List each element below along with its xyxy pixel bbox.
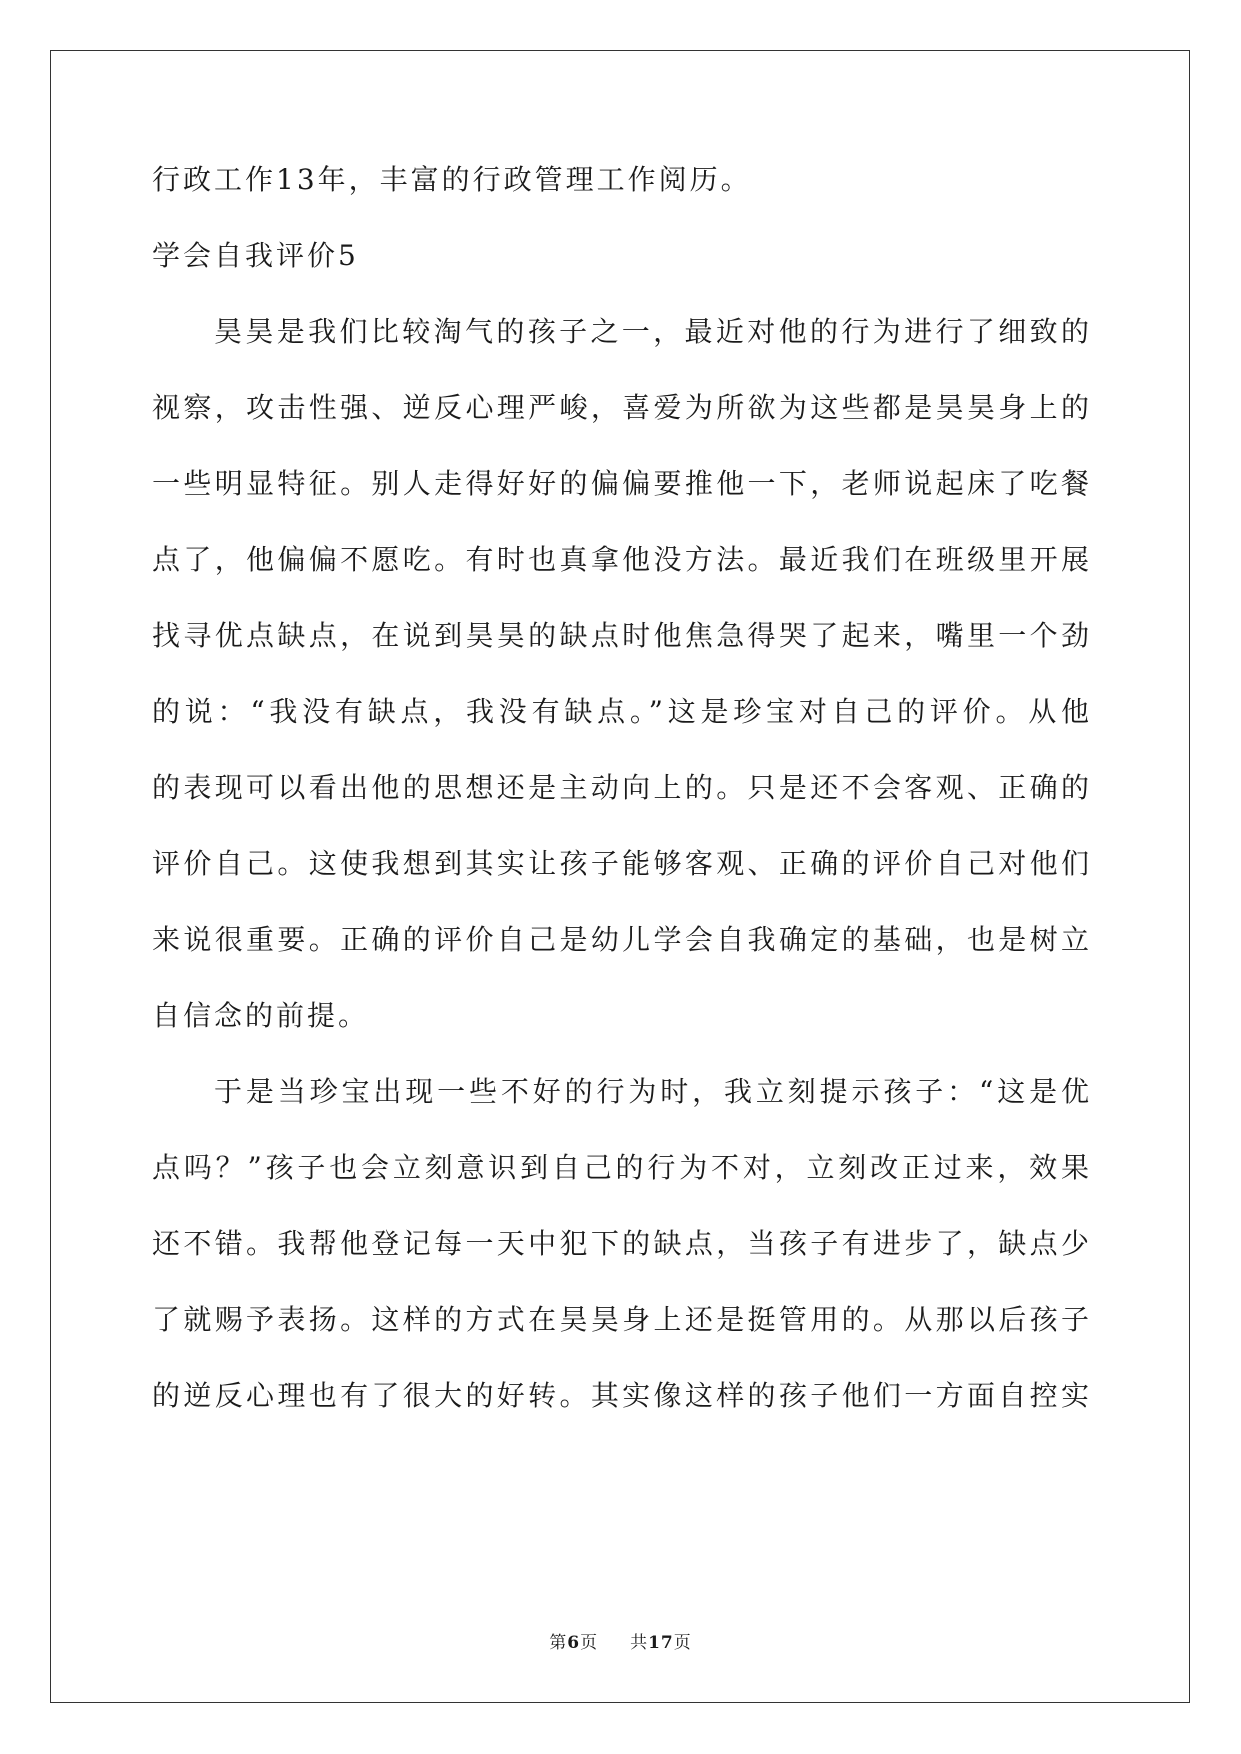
paragraph-line: 点了，他偏偏不愿吃。有时也真拿他没方法。最近我们在班级里开展 xyxy=(152,543,1092,576)
paragraph-line: 自信念的前提。 xyxy=(152,999,370,1032)
paragraph-line: 一些明显特征。别人走得好好的偏偏要推他一下，老师说起床了吃餐 xyxy=(152,467,1092,500)
paragraph-line: 找寻优点缺点，在说到昊昊的缺点时他焦急得哭了起来，嘴里一个劲 xyxy=(152,619,1092,652)
total-page-count: 17 xyxy=(648,1633,674,1653)
current-page-number: 6 xyxy=(567,1633,581,1653)
paragraph-line: 的表现可以看出他的思想还是主动向上的。只是还不会客观、正确的 xyxy=(152,771,1092,804)
paragraph-line: 评价自己。这使我想到其实让孩子能够客观、正确的评价自己对他们 xyxy=(152,847,1092,880)
paragraph-line: 来说很重要。正确的评价自己是幼儿学会自我确定的基础，也是树立 xyxy=(152,923,1092,956)
text-line: 行政工作13年，丰富的行政管理工作阅历。 xyxy=(152,163,752,196)
paragraph-line: 的说：“我没有缺点，我没有缺点。”这是珍宝对自己的评价。从他 xyxy=(152,695,1092,728)
paragraph-line: 还不错。我帮他登记每一天中犯下的缺点，当孩子有进步了，缺点少 xyxy=(152,1227,1092,1260)
paragraph-line: 于是当珍宝出现一些不好的行为时，我立刻提示孩子：“这是优 xyxy=(214,1075,1092,1108)
footer-total-unit: 页 xyxy=(673,1633,692,1653)
page-footer xyxy=(0,1628,1241,1653)
document-body xyxy=(152,160,1092,1452)
paragraph-line: 视察，攻击性强、逆反心理严峻，喜爱为所欲为这些都是昊昊身上的 xyxy=(152,391,1092,424)
paragraph-line: 点吗？”孩子也会立刻意识到自己的行为不对，立刻改正过来，效果 xyxy=(152,1151,1092,1184)
footer-total-prefix: 共 xyxy=(630,1633,649,1653)
footer-page-unit: 页 xyxy=(580,1633,599,1653)
paragraph-line: 昊昊是我们比较淘气的孩子之一，最近对他的行为进行了细致的 xyxy=(214,315,1092,348)
paragraph-line: 的逆反心理也有了很大的好转。其实像这样的孩子他们一方面自控实 xyxy=(152,1379,1092,1412)
paragraph-line: 了就赐予表扬。这样的方式在昊昊身上还是挺管用的。从那以后孩子 xyxy=(152,1303,1092,1336)
footer-prefix: 第 xyxy=(549,1633,568,1653)
section-heading: 学会自我评价5 xyxy=(152,239,359,272)
